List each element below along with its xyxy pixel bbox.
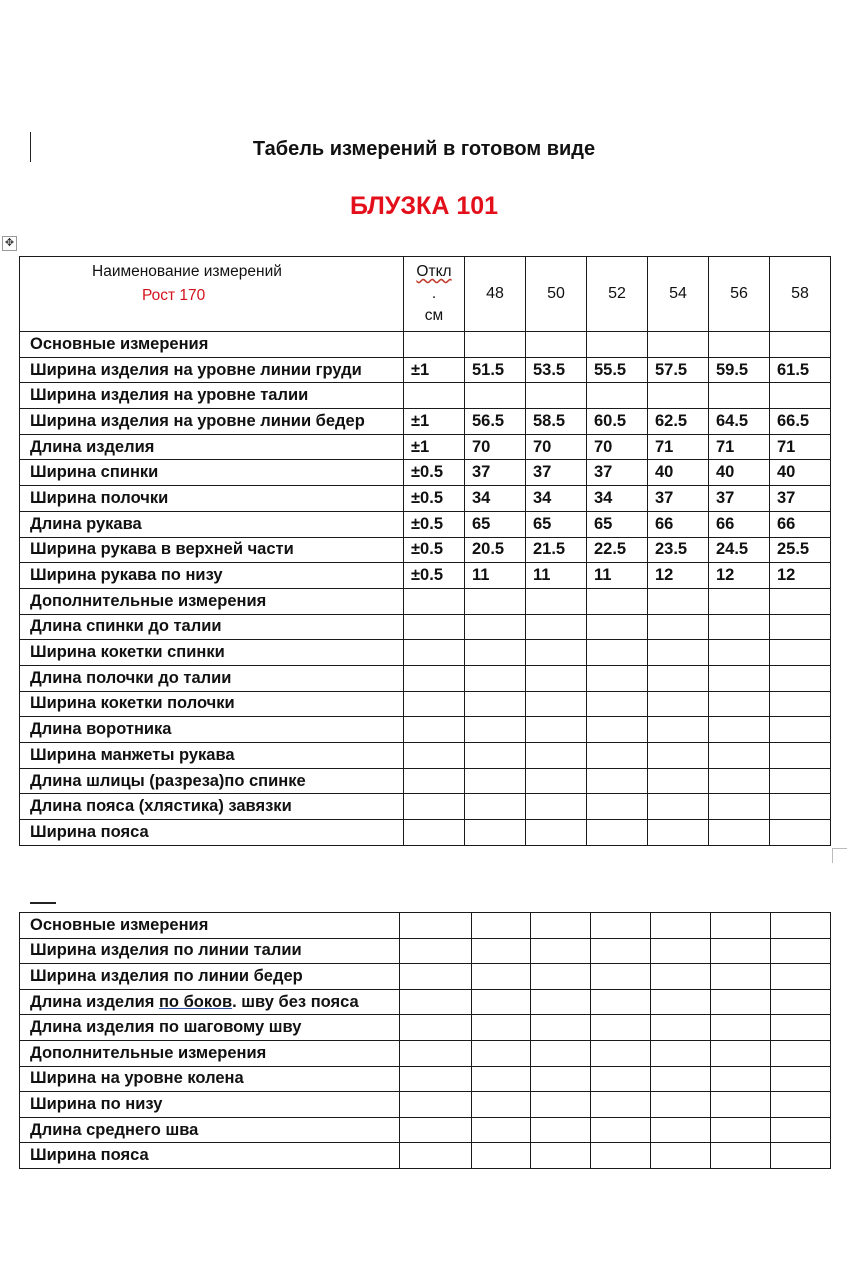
row-value: 58.5 xyxy=(526,409,587,435)
row-value: 11 xyxy=(465,563,526,589)
row-label: Ширина по низу xyxy=(20,1092,400,1118)
row-value xyxy=(526,743,587,769)
row-value xyxy=(587,820,648,846)
table-row xyxy=(20,1040,831,1066)
table-row xyxy=(20,665,831,691)
table-row xyxy=(20,640,831,666)
empty-cell xyxy=(591,1143,651,1169)
row-value: 66.5 xyxy=(770,409,831,435)
row-value xyxy=(526,614,587,640)
row-deviation: ±0.5 xyxy=(404,460,465,486)
row-value xyxy=(587,691,648,717)
row-value: 21.5 xyxy=(526,537,587,563)
empty-cell xyxy=(711,938,771,964)
empty-cell xyxy=(531,938,591,964)
row-label: Ширина изделия по линии бедер xyxy=(20,964,400,990)
product-title: БЛУЗКА 101 xyxy=(349,192,499,220)
row-value xyxy=(526,665,587,691)
row-value: 12 xyxy=(770,563,831,589)
empty-cell xyxy=(711,1040,771,1066)
empty-cell xyxy=(400,913,472,939)
empty-cell xyxy=(531,1143,591,1169)
row-value: 37 xyxy=(526,460,587,486)
row-label: Ширина на уровне колена xyxy=(20,1066,400,1092)
empty-cell xyxy=(472,1117,531,1143)
row-value: 34 xyxy=(526,486,587,512)
empty-cell xyxy=(400,1092,472,1118)
row-value: 65 xyxy=(465,511,526,537)
row-value: 55.5 xyxy=(587,357,648,383)
row-deviation: ±0.5 xyxy=(404,563,465,589)
empty-cell xyxy=(591,989,651,1015)
row-value: 40 xyxy=(709,460,770,486)
row-deviation xyxy=(404,588,465,614)
header-size-58: 58 xyxy=(770,257,831,332)
table-row xyxy=(20,989,831,1015)
row-value: 12 xyxy=(648,563,709,589)
row-label: Ширина спинки xyxy=(20,460,404,486)
row-label: Дополнительные измерения xyxy=(20,1040,400,1066)
header-size-54: 54 xyxy=(648,257,709,332)
empty-cell xyxy=(651,989,711,1015)
empty-cell xyxy=(400,1040,472,1066)
table-row xyxy=(20,409,831,435)
row-value xyxy=(648,768,709,794)
row-value: 71 xyxy=(770,434,831,460)
table-row xyxy=(20,743,831,769)
row-value: 66 xyxy=(709,511,770,537)
row-deviation xyxy=(404,820,465,846)
row-value xyxy=(526,588,587,614)
row-deviation: ±1 xyxy=(404,434,465,460)
row-value: 56.5 xyxy=(465,409,526,435)
row-label: Длина изделия по шаговому шву xyxy=(20,1015,400,1041)
row-value xyxy=(526,768,587,794)
row-value xyxy=(770,665,831,691)
empty-cell xyxy=(400,1143,472,1169)
empty-cell xyxy=(400,1015,472,1041)
header-size-56: 56 xyxy=(709,257,770,332)
row-value xyxy=(465,640,526,666)
empty-cell xyxy=(711,1117,771,1143)
empty-cell xyxy=(651,913,711,939)
row-value xyxy=(770,614,831,640)
row-value xyxy=(709,588,770,614)
row-value xyxy=(709,794,770,820)
table-row xyxy=(20,563,831,589)
row-value xyxy=(587,768,648,794)
row-value: 34 xyxy=(465,486,526,512)
row-value xyxy=(465,768,526,794)
header-name-cell xyxy=(20,257,404,332)
row-label xyxy=(20,989,400,1015)
empty-cell xyxy=(711,989,771,1015)
row-value xyxy=(770,332,831,358)
empty-cell xyxy=(531,964,591,990)
row-deviation xyxy=(404,743,465,769)
row-value xyxy=(526,332,587,358)
row-label: Длина воротника xyxy=(20,717,404,743)
row-value xyxy=(465,691,526,717)
row-value xyxy=(709,332,770,358)
row-label: Длина изделия xyxy=(20,434,404,460)
header-deviation-line2: . xyxy=(431,285,437,302)
row-value: 60.5 xyxy=(587,409,648,435)
row-value xyxy=(709,665,770,691)
empty-cell xyxy=(651,938,711,964)
row-value xyxy=(465,794,526,820)
row-label: Ширина рукава в верхней части xyxy=(20,537,404,563)
empty-cell xyxy=(651,964,711,990)
row-label: Дополнительные измерения xyxy=(20,588,404,614)
row-value: 25.5 xyxy=(770,537,831,563)
row-value xyxy=(648,665,709,691)
row-value xyxy=(465,743,526,769)
row-deviation: ±0.5 xyxy=(404,537,465,563)
empty-cell xyxy=(400,1066,472,1092)
row-label: Ширина полочки xyxy=(20,486,404,512)
empty-cell xyxy=(531,1117,591,1143)
row-value xyxy=(709,383,770,409)
row-value xyxy=(709,717,770,743)
row-value xyxy=(587,588,648,614)
empty-cell xyxy=(400,938,472,964)
table-header-row xyxy=(20,257,831,332)
row-value xyxy=(526,640,587,666)
row-deviation: ±1 xyxy=(404,409,465,435)
row-value xyxy=(587,640,648,666)
row-label: Ширина изделия по линии талии xyxy=(20,938,400,964)
row-label: Ширина изделия на уровне линии бедер xyxy=(20,409,404,435)
row-value xyxy=(465,332,526,358)
row-value xyxy=(465,614,526,640)
header-size-50: 50 xyxy=(526,257,587,332)
separator-line xyxy=(30,902,56,904)
empty-cell xyxy=(771,964,831,990)
row-value xyxy=(465,665,526,691)
row-value: 20.5 xyxy=(465,537,526,563)
resize-corner-icon[interactable] xyxy=(832,848,847,863)
empty-cell xyxy=(472,1066,531,1092)
row-value xyxy=(770,820,831,846)
row-deviation: ±0.5 xyxy=(404,511,465,537)
table-row xyxy=(20,794,831,820)
row-value: 70 xyxy=(465,434,526,460)
empty-cell xyxy=(591,938,651,964)
empty-cell xyxy=(711,913,771,939)
row-value: 37 xyxy=(465,460,526,486)
table-row xyxy=(20,1092,831,1118)
table-row xyxy=(20,1066,831,1092)
row-value xyxy=(709,614,770,640)
row-deviation: ±1 xyxy=(404,357,465,383)
row-value: 71 xyxy=(709,434,770,460)
empty-cell xyxy=(651,1015,711,1041)
page-title: Табель измерений в готовом виде xyxy=(252,138,596,160)
row-value xyxy=(770,640,831,666)
table-row xyxy=(20,614,831,640)
empty-cell xyxy=(651,1092,711,1118)
table-row xyxy=(20,1015,831,1041)
row-value: 66 xyxy=(648,511,709,537)
row-value xyxy=(526,717,587,743)
row-value xyxy=(587,743,648,769)
empty-cell xyxy=(472,1092,531,1118)
table-row xyxy=(20,460,831,486)
row-value: 61.5 xyxy=(770,357,831,383)
empty-cell xyxy=(472,964,531,990)
empty-cell xyxy=(771,1143,831,1169)
row-value: 34 xyxy=(587,486,648,512)
row-label: Ширина рукава по низу xyxy=(20,563,404,589)
row-value: 70 xyxy=(526,434,587,460)
row-value: 11 xyxy=(526,563,587,589)
row-deviation xyxy=(404,665,465,691)
row-label: Ширина пояса xyxy=(20,1143,400,1169)
header-deviation-line3: см xyxy=(424,307,444,324)
empty-cell xyxy=(771,1040,831,1066)
table-row xyxy=(20,357,831,383)
row-value: 53.5 xyxy=(526,357,587,383)
empty-cell xyxy=(771,1066,831,1092)
table-row xyxy=(20,332,831,358)
row-value xyxy=(648,383,709,409)
row-value: 64.5 xyxy=(709,409,770,435)
row-value xyxy=(770,383,831,409)
empty-cell xyxy=(531,1040,591,1066)
row-value xyxy=(465,588,526,614)
empty-cell xyxy=(591,964,651,990)
row-value xyxy=(770,794,831,820)
row-label: Основные измерения xyxy=(20,332,404,358)
empty-cell xyxy=(531,913,591,939)
empty-cell xyxy=(651,1117,711,1143)
row-value xyxy=(587,794,648,820)
measurements-table xyxy=(19,256,831,846)
empty-cell xyxy=(711,1092,771,1118)
row-deviation xyxy=(404,614,465,640)
row-value: 40 xyxy=(770,460,831,486)
row-label: Длина полочки до талии xyxy=(20,665,404,691)
row-value: 70 xyxy=(587,434,648,460)
table-row xyxy=(20,768,831,794)
row-label: Длина среднего шва xyxy=(20,1117,400,1143)
empty-cell xyxy=(771,1092,831,1118)
row-value xyxy=(465,717,526,743)
row-value xyxy=(526,820,587,846)
empty-cell xyxy=(651,1143,711,1169)
row-value: 11 xyxy=(587,563,648,589)
table-row xyxy=(20,383,831,409)
row-value xyxy=(770,743,831,769)
table-row xyxy=(20,938,831,964)
row-value: 12 xyxy=(709,563,770,589)
empty-cell xyxy=(472,1040,531,1066)
row-deviation xyxy=(404,691,465,717)
row-value xyxy=(587,717,648,743)
empty-cell xyxy=(531,989,591,1015)
empty-cell xyxy=(651,1040,711,1066)
empty-cell xyxy=(472,989,531,1015)
row-value xyxy=(526,691,587,717)
row-value xyxy=(709,743,770,769)
empty-cell xyxy=(711,1015,771,1041)
row-value: 62.5 xyxy=(648,409,709,435)
row-value xyxy=(709,691,770,717)
empty-cell xyxy=(531,1066,591,1092)
empty-cell xyxy=(591,913,651,939)
empty-cell xyxy=(771,989,831,1015)
row-label: Ширина кокетки спинки xyxy=(20,640,404,666)
row-value xyxy=(648,614,709,640)
table-row xyxy=(20,511,831,537)
row-value xyxy=(648,691,709,717)
empty-cell xyxy=(771,938,831,964)
empty-cell xyxy=(591,1015,651,1041)
row-label-underlined: по боков xyxy=(158,992,233,1011)
header-deviation-line1: Откл xyxy=(416,263,452,280)
row-value xyxy=(709,820,770,846)
row-deviation xyxy=(404,383,465,409)
empty-cell xyxy=(711,1066,771,1092)
row-value xyxy=(648,743,709,769)
empty-cell xyxy=(591,1066,651,1092)
row-value xyxy=(587,383,648,409)
header-size-48: 48 xyxy=(465,257,526,332)
row-label: Ширина манжеты рукава xyxy=(20,743,404,769)
row-value: 59.5 xyxy=(709,357,770,383)
row-value: 37 xyxy=(587,460,648,486)
row-value xyxy=(587,332,648,358)
empty-cell xyxy=(531,1015,591,1041)
row-label: Длина рукава xyxy=(20,511,404,537)
row-value xyxy=(465,383,526,409)
empty-cell xyxy=(651,1066,711,1092)
table-row xyxy=(20,588,831,614)
row-value: 24.5 xyxy=(709,537,770,563)
row-label: Ширина изделия на уровне талии xyxy=(20,383,404,409)
row-value xyxy=(587,665,648,691)
row-value xyxy=(648,588,709,614)
empty-cell xyxy=(591,1092,651,1118)
row-deviation xyxy=(404,332,465,358)
empty-cell xyxy=(771,913,831,939)
row-label-part: Длина изделия xyxy=(30,992,159,1011)
row-deviation xyxy=(404,768,465,794)
row-value xyxy=(648,332,709,358)
row-value xyxy=(526,383,587,409)
row-value: 22.5 xyxy=(587,537,648,563)
table-row xyxy=(20,820,831,846)
row-value xyxy=(709,768,770,794)
row-deviation xyxy=(404,794,465,820)
row-value xyxy=(648,717,709,743)
row-label: Длина пояса (хлястика) завязки xyxy=(20,794,404,820)
table-row xyxy=(20,1143,831,1169)
header-deviation-cell xyxy=(404,257,465,332)
empty-cell xyxy=(472,938,531,964)
row-value xyxy=(526,794,587,820)
empty-cell xyxy=(472,1143,531,1169)
row-label: Длина спинки до талии xyxy=(20,614,404,640)
row-value xyxy=(587,614,648,640)
header-size-52: 52 xyxy=(587,257,648,332)
move-arrows-icon[interactable]: ✥ xyxy=(2,236,17,251)
row-value: 71 xyxy=(648,434,709,460)
row-deviation xyxy=(404,717,465,743)
empty-cell xyxy=(400,989,472,1015)
table-row xyxy=(20,691,831,717)
table-row xyxy=(20,486,831,512)
empty-cell xyxy=(472,913,531,939)
empty-cell xyxy=(711,1143,771,1169)
row-label: Длина шлицы (разреза)по спинке xyxy=(20,768,404,794)
empty-cell xyxy=(400,964,472,990)
row-value xyxy=(648,820,709,846)
second-measurements-table xyxy=(19,912,831,1169)
row-deviation: ±0.5 xyxy=(404,486,465,512)
table-row xyxy=(20,434,831,460)
row-label: Ширина кокетки полочки xyxy=(20,691,404,717)
empty-cell xyxy=(531,1092,591,1118)
row-label: Ширина пояса xyxy=(20,820,404,846)
row-value xyxy=(770,768,831,794)
row-value: 37 xyxy=(648,486,709,512)
row-value xyxy=(770,691,831,717)
row-value xyxy=(648,640,709,666)
header-height-label: Рост 170 xyxy=(142,287,206,304)
row-deviation xyxy=(404,640,465,666)
empty-cell xyxy=(472,1015,531,1041)
row-value: 37 xyxy=(709,486,770,512)
empty-cell xyxy=(771,1015,831,1041)
row-value xyxy=(648,794,709,820)
row-value: 57.5 xyxy=(648,357,709,383)
row-value: 51.5 xyxy=(465,357,526,383)
row-value: 66 xyxy=(770,511,831,537)
table-row xyxy=(20,717,831,743)
row-value xyxy=(770,588,831,614)
row-value xyxy=(770,717,831,743)
header-name-label: Наименование измерений xyxy=(92,263,282,280)
row-value xyxy=(709,640,770,666)
row-label-part: . шву без пояса xyxy=(232,992,359,1011)
row-value: 65 xyxy=(587,511,648,537)
row-label: Основные измерения xyxy=(20,913,400,939)
row-value: 40 xyxy=(648,460,709,486)
empty-cell xyxy=(711,964,771,990)
row-value: 65 xyxy=(526,511,587,537)
empty-cell xyxy=(591,1040,651,1066)
empty-cell xyxy=(771,1117,831,1143)
table-row xyxy=(20,537,831,563)
table-row xyxy=(20,913,831,939)
table-row xyxy=(20,964,831,990)
table-row xyxy=(20,1117,831,1143)
empty-cell xyxy=(591,1117,651,1143)
row-value xyxy=(465,820,526,846)
row-label: Ширина изделия на уровне линии груди xyxy=(20,357,404,383)
empty-cell xyxy=(400,1117,472,1143)
row-value: 37 xyxy=(770,486,831,512)
row-value: 23.5 xyxy=(648,537,709,563)
